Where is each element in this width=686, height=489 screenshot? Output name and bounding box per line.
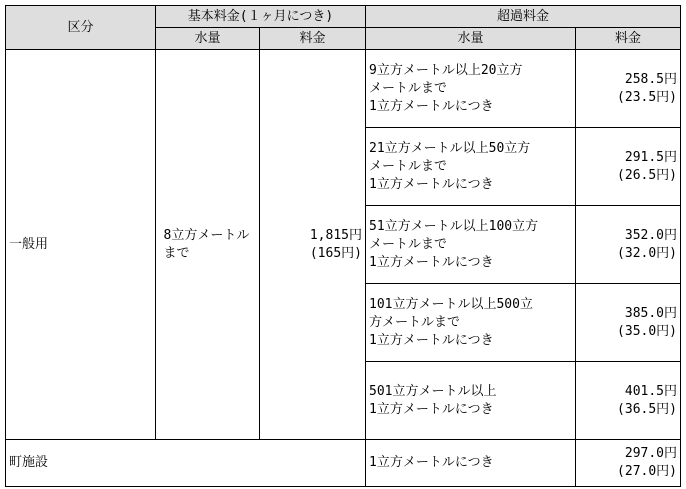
tier-charge: [576, 50, 681, 128]
tier-charge-value: 258.5円: [624, 71, 678, 87]
tier-charge-value: 401.5円: [624, 383, 678, 399]
tier-charge-value: 385.0円: [624, 305, 678, 321]
tier-condition: [366, 128, 576, 206]
tier-condition-line: 101立方メートル以上500立: [369, 296, 533, 312]
town-row: [6, 440, 681, 487]
general-basic-volume-text: 8立方メートルまで: [163, 227, 250, 261]
header-basic-charge: 料金: [260, 28, 366, 50]
header-excess-volume: 水量: [366, 28, 576, 50]
tier-charge: [576, 362, 681, 440]
header-excess-charge: 料金: [576, 28, 681, 50]
general-basic-charge-tax: (165円): [309, 245, 362, 261]
town-volume-text: 1立方メートルにつき: [369, 455, 494, 470]
general-basic-volume: [156, 50, 260, 440]
town-charge: [576, 440, 681, 487]
tier-condition-line: 21立方メートル以上50立方: [369, 140, 531, 156]
town-charge-tax: (27.0円): [617, 464, 678, 479]
tier-condition-line: 1立方メートルにつき: [369, 401, 494, 417]
tier-condition-line: メートルまで: [369, 236, 448, 252]
general-tier-row-1: [6, 50, 681, 128]
tier-charge: [576, 128, 681, 206]
water-fee-table: [5, 5, 681, 487]
town-category-label: 町施設: [6, 440, 366, 487]
tier-condition-line: 9立方メートル以上20立方: [369, 62, 523, 78]
tier-condition-line: 1立方メートルにつき: [369, 254, 494, 270]
tier-condition-line: メートルまで: [369, 80, 448, 96]
header-excess-fee: 超過料金: [366, 6, 681, 28]
tier-condition-line: 1立方メートルにつき: [369, 332, 494, 348]
town-charge-value: 297.0円: [624, 446, 678, 461]
tier-charge-tax: (36.5円): [617, 401, 678, 417]
tier-charge-value: 352.0円: [624, 227, 678, 243]
tier-condition-line: 1立方メートルにつき: [369, 176, 494, 192]
tier-condition-line: 501立方メートル以上: [369, 383, 497, 399]
tier-condition-line: 1立方メートルにつき: [369, 98, 494, 114]
general-category-label: 一般用: [6, 50, 156, 440]
general-basic-charge-value: 1,815円: [309, 227, 362, 243]
tier-condition: [366, 206, 576, 284]
tier-charge: [576, 284, 681, 362]
tier-condition: [366, 50, 576, 128]
town-volume: [366, 440, 576, 487]
tier-charge-tax: (26.5円): [617, 167, 678, 183]
tier-condition-line: メートルまで: [369, 158, 448, 174]
tier-charge-tax: (32.0円): [617, 245, 678, 261]
header-basic-volume: 水量: [156, 28, 260, 50]
tier-charge-tax: (23.5円): [617, 89, 678, 105]
tier-condition: [366, 362, 576, 440]
tier-condition-line: 51立方メートル以上100立方: [369, 218, 539, 234]
tier-charge: [576, 206, 681, 284]
tier-condition: [366, 284, 576, 362]
tier-charge-tax: (35.0円): [617, 323, 678, 339]
header-row-1: [6, 6, 681, 28]
tier-charge-value: 291.5円: [624, 149, 678, 165]
general-basic-charge: [260, 50, 366, 440]
header-category: 区分: [6, 6, 156, 50]
tier-condition-line: 方メートルまで: [369, 314, 461, 330]
header-basic-fee: 基本料金(１ヶ月につき): [156, 6, 366, 28]
